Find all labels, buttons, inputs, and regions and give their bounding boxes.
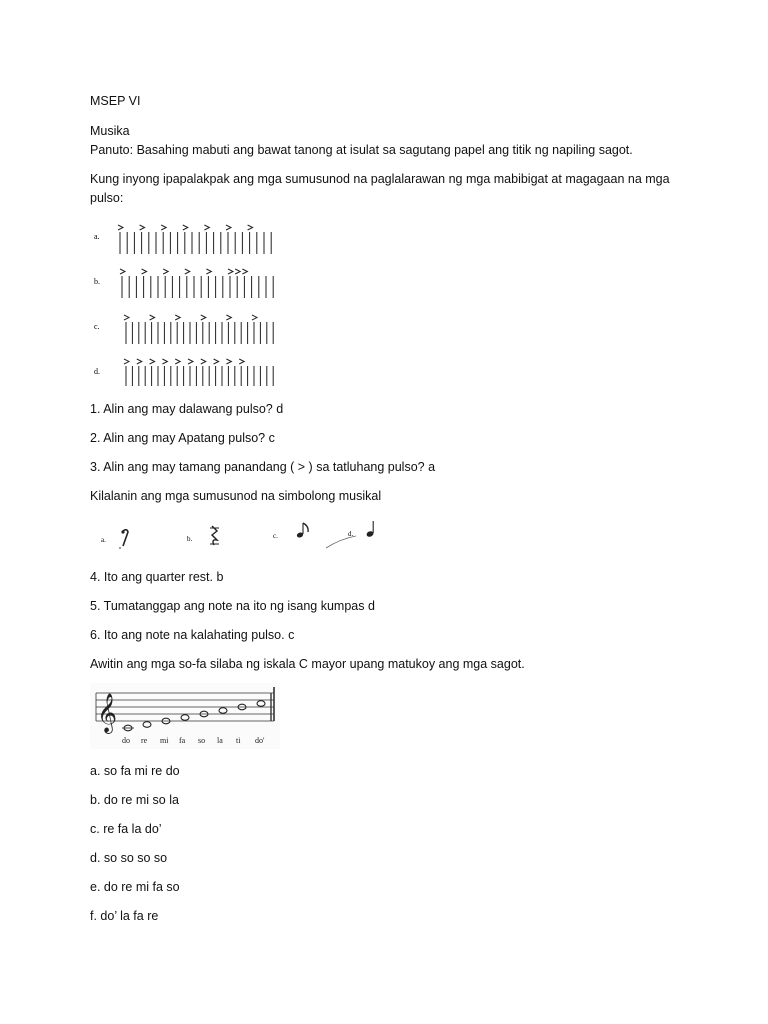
answer-a: a. so fa mi re do — [90, 764, 180, 778]
question-1: 1. Alin ang may dalawang pulso? d — [90, 402, 284, 416]
answer-b: b. do re mi so la — [90, 793, 179, 807]
answer-f: f. do’ la fa re — [90, 909, 159, 923]
symbol-option-b-label: b. — [187, 535, 193, 543]
symbol-option-a-label: a. — [101, 536, 106, 544]
subject-heading: Musika — [90, 124, 130, 138]
accent-mark-icon — [201, 359, 206, 364]
eighth-note-icon — [296, 523, 308, 538]
accent-mark-icon — [162, 359, 167, 364]
scale-syllable-label: ti — [236, 736, 241, 745]
music-symbols-image — [90, 514, 392, 556]
accent-mark-icon — [142, 269, 147, 274]
accent-mark-icon — [124, 359, 129, 364]
accent-mark-icon — [248, 225, 253, 230]
treble-clef-icon: 𝄞 — [97, 695, 118, 732]
pulse-tally-marks — [118, 225, 273, 386]
accent-mark-icon — [183, 225, 188, 230]
accent-mark-icon — [204, 225, 209, 230]
accent-mark-icon — [120, 269, 125, 274]
accent-mark-icon — [137, 359, 142, 364]
accent-mark-icon — [226, 315, 231, 320]
accent-mark-icon — [242, 269, 247, 274]
scale-syllable-label: do' — [255, 736, 265, 745]
accent-mark-icon — [140, 225, 145, 230]
scale-syllable-label: mi — [160, 736, 169, 745]
accent-mark-icon — [226, 225, 231, 230]
scale-syllable-label: do — [122, 736, 130, 745]
accent-mark-icon — [206, 269, 211, 274]
pulse-option-a-label: a. — [94, 232, 100, 241]
pulse-intro-line-2: pulso: — [90, 191, 124, 205]
symbol-option-d-label: d. — [348, 530, 354, 538]
question-3: 3. Alin ang may tamang panandang ( > ) sa tatluhang pulso? a — [90, 460, 436, 474]
question-5: 5. Tumatanggap ang note na ito ng isang kumpas d — [90, 599, 375, 613]
accent-mark-icon — [150, 359, 155, 364]
accent-mark-icon — [161, 225, 166, 230]
answer-d: d. so so so so — [90, 851, 168, 865]
accent-mark-icon — [188, 359, 193, 364]
accent-mark-icon — [175, 359, 180, 364]
pulse-diagram-image — [90, 214, 280, 386]
question-6: 6. Ito ang note na kalahating pulso. c — [90, 628, 295, 642]
scale-syllable-label: so — [198, 736, 206, 745]
accent-mark-icon — [185, 269, 190, 274]
accent-mark-icon — [228, 269, 233, 274]
accent-mark-icon — [175, 315, 180, 320]
scale-syllable-label: fa — [179, 736, 186, 745]
accent-mark-icon — [239, 359, 244, 364]
quarter-rest-icon — [210, 526, 219, 545]
instructions: Panuto: Basahing mabuti ang bawat tanong at isulat sa sagutang papel ang titik ng napiling sagot. — [90, 143, 633, 157]
answer-e: e. do re mi fa so — [90, 880, 180, 894]
symbols-intro: Kilalanin ang mga sumusunod na simbolong musikal — [90, 489, 382, 503]
accent-mark-icon — [201, 315, 206, 320]
scale-syllable-label: la — [217, 736, 223, 745]
scale-syllable-label: re — [141, 736, 148, 745]
pulse-option-b-label: b. — [94, 277, 100, 286]
accent-mark-icon — [235, 269, 240, 274]
answer-c: c. re fa la do’ — [90, 822, 162, 836]
accent-mark-icon — [226, 359, 231, 364]
accent-mark-icon — [150, 315, 155, 320]
pulse-option-d-label: d. — [94, 367, 100, 376]
c-major-scale-image — [90, 683, 280, 749]
question-2: 2. Alin ang may Apatang pulso? c — [90, 431, 275, 445]
pulse-intro-line-1: Kung inyong ipapalakpak ang mga sumusunod na paglalarawan ng mga mabibigat at magagaan na mga — [90, 172, 670, 186]
accent-mark-icon — [163, 269, 168, 274]
eighth-rest-icon — [119, 530, 128, 549]
accent-mark-icon — [252, 315, 257, 320]
question-4: 4. Ito ang quarter rest. b — [90, 570, 224, 584]
quarter-note-icon — [366, 521, 374, 538]
accent-mark-icon — [214, 359, 219, 364]
accent-mark-icon — [118, 225, 123, 230]
scale-intro: Awitin ang mga so-fa silaba ng iskala C mayor upang matukoy ang mga sagot. — [90, 657, 525, 671]
doc-title: MSEP VI — [90, 94, 141, 108]
symbol-option-c-label: c. — [273, 532, 278, 540]
pulse-option-c-label: c. — [94, 322, 100, 331]
accent-mark-icon — [124, 315, 129, 320]
